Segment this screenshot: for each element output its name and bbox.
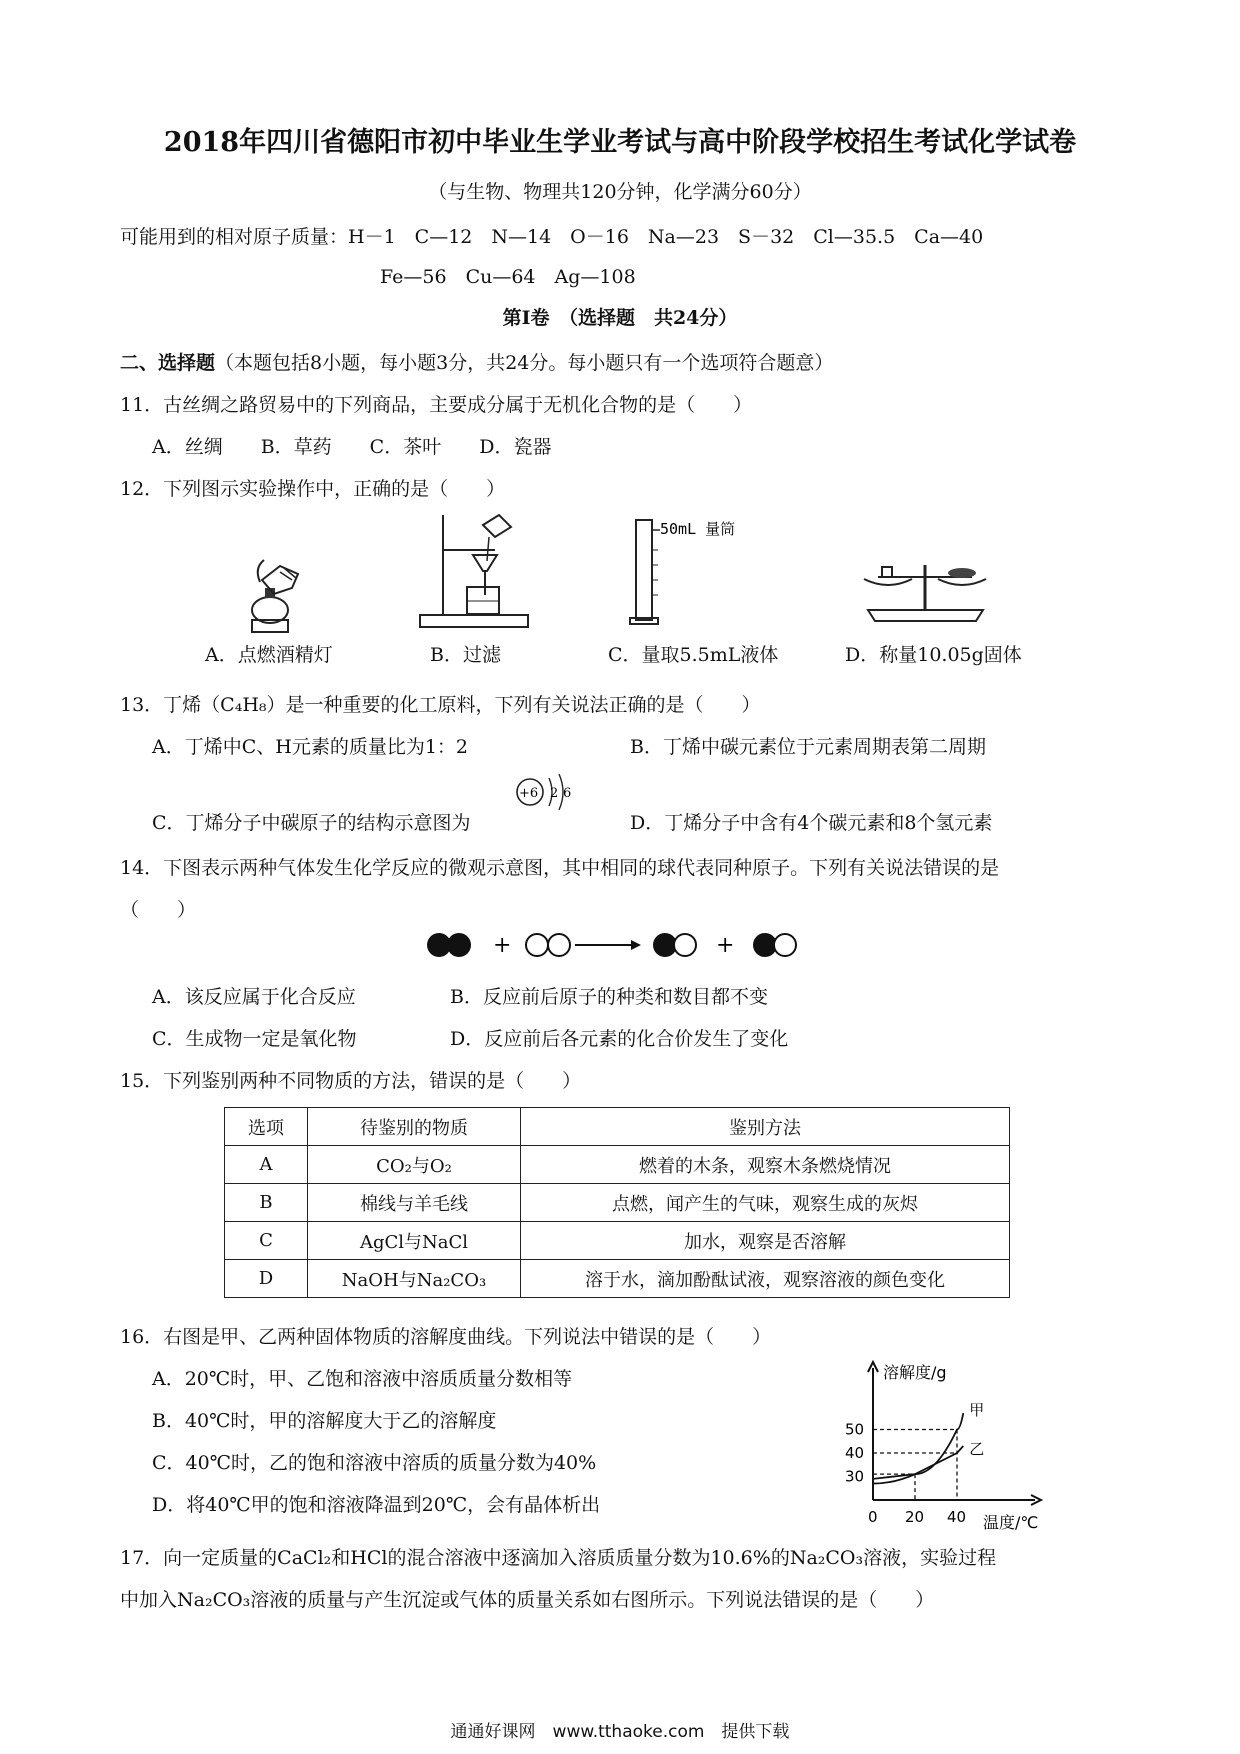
reaction-plus-2: + — [716, 933, 735, 958]
q17-line-1: 17．向一定质量的CaCl₂和HCl的混合溶液中逐滴加入溶质质量分数为10.6%的Na₂CO₃溶液，实验过程 — [120, 1547, 997, 1569]
q12-option-a: A．点燃酒精灯 — [205, 644, 333, 666]
table-cell: D — [225, 1260, 308, 1298]
y-tick-label: 50 — [845, 1420, 865, 1439]
x-tick-label: 20 — [905, 1508, 925, 1526]
q11-stem: 11．古丝绸之路贸易中的下列商品，主要成分属于无机化合物的是（ ） — [120, 394, 753, 416]
part-heading: 第Ⅰ卷 （选择题 共24分） — [502, 307, 738, 329]
q12-option-c: C．量取5.5mL液体 — [608, 644, 779, 666]
q16-stem: 16．右图是甲、乙两种固体物质的溶解度曲线。下列说法中错误的是（ ） — [120, 1326, 772, 1348]
q14-stem: 14．下图表示两种气体发生化学反应的微观示意图，其中相同的球代表同种原子。下列有关说法错误的是 — [120, 857, 1000, 879]
q16-option-a: A．20℃时，甲、乙饱和溶液中溶质质量分数相等 — [152, 1368, 573, 1390]
table-cell: NaOH与Na₂CO₃ — [308, 1260, 521, 1298]
cylinder-label: 50mL 量筒 — [660, 520, 736, 538]
q12-stem: 12．下列图示实验操作中，正确的是（ ） — [120, 478, 506, 500]
q15-table — [224, 1107, 1010, 1298]
footer: 通通好课网 www.tthaoke.com 提供下载 — [450, 1722, 790, 1742]
q15-stem: 15．下列鉴别两种不同物质的方法，错误的是（ ） — [120, 1070, 582, 1092]
q13-option-a: A．丁烯中C、H元素的质量比为1：2 — [152, 736, 469, 758]
series-label-2: 乙 — [969, 1439, 985, 1458]
section-note: （本题包括8小题，每小题3分，共24分。每小题只有一个选项符合题意） — [215, 352, 834, 374]
shell-2-count: 6 — [563, 786, 572, 801]
q13-option-d: D．丁烯分子中含有4个碳元素和8个氢元素 — [630, 812, 993, 834]
series-label-1: 甲 — [969, 1401, 985, 1420]
q14-option-b: B．反应前后原子的种类和数目都不变 — [450, 986, 768, 1008]
q14-option-d: D．反应前后各元素的化合价发生了变化 — [450, 1028, 789, 1050]
q14-option-c: C．生成物一定是氧化物 — [152, 1028, 357, 1050]
q13-option-c: C．丁烯分子中碳原子的结构示意图为 — [152, 812, 471, 834]
table-cell: AgCl与NaCl — [308, 1222, 521, 1260]
shell-1-count: 2 — [550, 786, 559, 801]
table-row — [225, 1222, 1010, 1260]
exam-title: 2018年四川省德阳市初中毕业生学业考试与高中阶段学校招生考试化学试卷 — [163, 127, 1077, 158]
reaction-plus-1: + — [493, 933, 512, 958]
table-cell: 溶于水，滴加酚酞试液，观察溶液的颜色变化 — [521, 1260, 1010, 1298]
table-cell: 燃着的木条，观察木条燃烧情况 — [521, 1146, 1010, 1184]
table-row — [225, 1260, 1010, 1298]
measuring-cylinder-figure — [630, 510, 790, 630]
x-axis-label: 温度/℃ — [983, 1513, 1039, 1532]
y-axis-label: 溶解度/g — [883, 1363, 947, 1382]
q16-option-b: B．40℃时，甲的溶解度大于乙的溶解度 — [152, 1410, 497, 1432]
q12-option-d: D．称量10.05g固体 — [845, 644, 1022, 666]
table-cell: C — [225, 1222, 308, 1260]
solubility-chart — [835, 1360, 1060, 1530]
atomic-mass-line-2: Fe—56 Cu—64 Ag—108 — [380, 266, 636, 288]
x-tick-label: 0 — [868, 1508, 878, 1526]
table-cell: 点燃，闻产生的气味，观察生成的灰烬 — [521, 1184, 1010, 1222]
y-tick-label: 40 — [845, 1444, 865, 1462]
table-row — [225, 1184, 1010, 1222]
q13-stem: 13．丁烯（C₄H₈）是一种重要的化工原料，下列有关说法正确的是（ ） — [120, 694, 761, 716]
section-heading — [120, 348, 833, 375]
q16-option-d: D．将40℃甲的饱和溶液降温到20℃，会有晶体析出 — [152, 1494, 601, 1516]
atomic-mass-line-1: 可能用到的相对原子质量：H－1 C—12 N—14 O－16 Na—23 S－32 Cl—35.5 Ca—40 — [120, 226, 984, 248]
section-label: 二、选择题 — [120, 352, 216, 374]
balance-figure — [858, 555, 993, 625]
table-row — [225, 1146, 1010, 1184]
q11-options: A．丝绸 B．草药 C．茶叶 D．瓷器 — [152, 436, 552, 458]
table-cell: CO₂与O₂ — [308, 1146, 521, 1184]
table-cell: B — [225, 1184, 308, 1222]
column-header-option: 选项 — [225, 1108, 308, 1146]
exam-subtitle: （与生物、物理共120分钟，化学满分60分） — [428, 181, 812, 203]
y-tick-label: 30 — [845, 1467, 865, 1486]
q16-option-c: C．40℃时，乙的饱和溶液中溶质的质量分数为40% — [152, 1452, 597, 1474]
table-cell: 加水，观察是否溶解 — [521, 1222, 1010, 1260]
alcohol-lamp-figure — [240, 550, 320, 635]
q14-option-a: A．该反应属于化合反应 — [152, 986, 356, 1008]
q13-option-b: B．丁烯中碳元素位于元素周期表第二周期 — [630, 736, 986, 758]
q14-stem-continued: （ ） — [120, 899, 197, 921]
filtration-figure — [415, 515, 535, 635]
carbon-atom-diagram — [515, 770, 585, 814]
x-tick-label: 40 — [947, 1508, 967, 1526]
table-cell: 棉线与羊毛线 — [308, 1184, 521, 1222]
reaction-diagram — [425, 925, 825, 965]
q12-option-b: B．过滤 — [430, 644, 501, 666]
table-cell: A — [225, 1146, 308, 1184]
column-header-method: 鉴别方法 — [521, 1108, 1010, 1146]
nucleus-charge: +6 — [519, 786, 539, 801]
q17-line-2: 中加入Na₂CO₃溶液的质量与产生沉淀或气体的质量关系如右图所示。下列说法错误的是（ ） — [120, 1589, 935, 1611]
table-header-row — [225, 1108, 1010, 1146]
column-header-substances: 待鉴别的物质 — [308, 1108, 521, 1146]
